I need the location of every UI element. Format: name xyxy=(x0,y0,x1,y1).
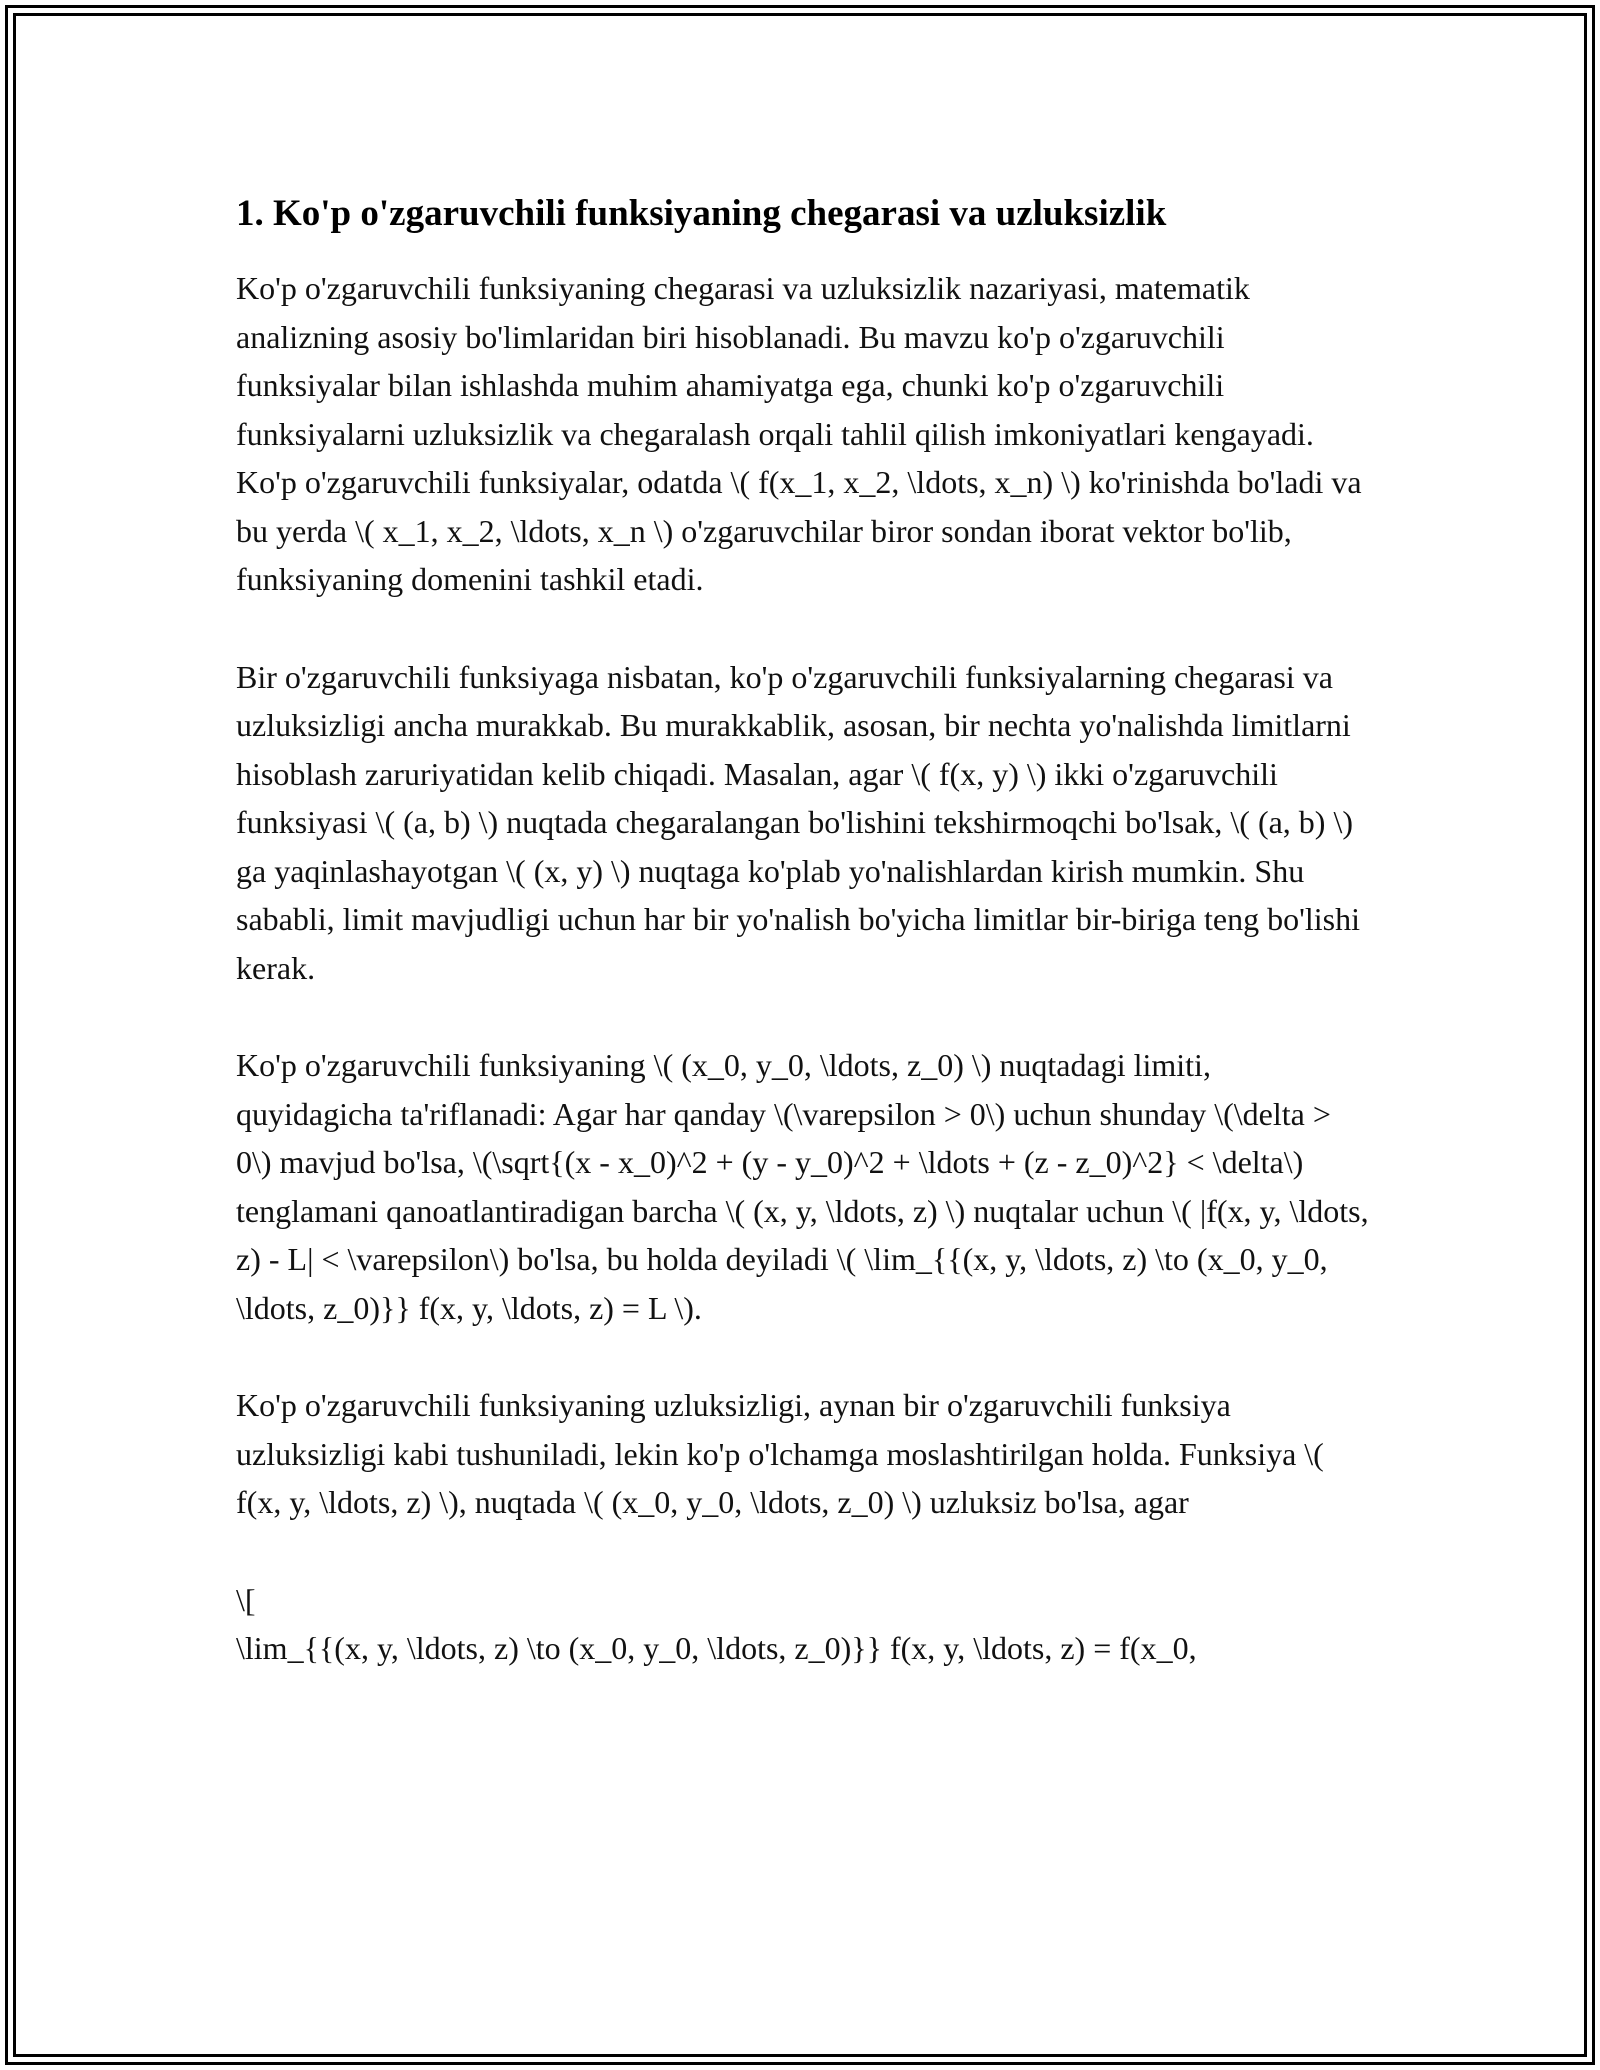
paragraph-intro: Ko'p o'zgaruvchili funksiyaning chegarasi va uzluksizlik nazariyasi, matematik analizning asosiy bo'limlaridan biri hisoblanadi. Bu mavzu ko'p o'zgaruvchili funksiyalar bilan ishlashda muhim ahamiyatga ega, chunki ko'p o'zgaruvchili funksiyalarni uzluksizlik va chegaralash orqali tahlil qilish imkoniyatlari kengayadi. Ko'p o'zgaruvchili funksiyalar, odatda \( f(x_1, x_2, \ldots, x_n) \) ko'rinishda bo'ladi va bu yerda \( x_1, x_2, \ldots, x_n \) o'zgaruvchilar biror sondan iborat vektor bo'lib, funksiyaning domenini tashkil etadi. xyxy=(236,270,1362,597)
paragraph-continuity: Ko'p o'zgaruvchili funksiyaning uzluksizligi, aynan bir o'zgaruvchili funksiya uzluksizligi kabi tushuniladi, lekin ko'p o'lchamga moslashtirilgan holda. Funksiya \( f(x, y, \ldots, z) \), nuqtada \( (x_0, y_0, \ldots, z_0) \) uzluksiz bo'lsa, agar xyxy=(236,1387,1324,1520)
paragraph-complexity: Bir o'zgaruvchili funksiyaga nisbatan, ko'p o'zgaruvchili funksiyalarning chegarasi va uzluksizligi ancha murakkab. Bu murakkablik, asosan, bir nechta yo'nalishda limitlarni hisoblash zaruriyatidan kelib chiqadi. Masalan, agar \( f(x, y) \) ikki o'zgaruvchili funksiyasi \( (a, b) \) nuqtada chegaralangan bo'lishini tekshirmoqchi bo'lsak, \( (a, b) \) ga yaqinlashayotgan \( (x, y) \) nuqtaga ko'plab yo'nalishlardan kirish mumkin. Shu sababli, limit mavjudligi uchun har bir yo'nalish bo'yicha limitlar bir-biriga teng bo'lishi kerak. xyxy=(236,658,1361,986)
display-math-open: \[ xyxy=(236,1581,256,1618)
paragraph-limit-definition: Ko'p o'zgaruvchili funksiyaning \( (x_0, y_0, \ldots, z_0) \) nuqtadagi limiti, quyidagicha ta'riflanadi: Agar har qanday \(\varepsilon > 0\) uchun shunday \(\delta > 0\) mavjud bo'lsa, \(\sqrt{(x - x_0)^2 + (y - y_0)^2 + \ldots + (z - z_0)^2} < \delta\) tenglamani qanoatlantiradigan barcha \( (x, y, \ldots, z) \) nuqtalar uchun \( |f(x, y, \ldots, z) - L| < \varepsilon\) bo'lsa, bu holda deyiladi \( \lim_{{(x, y, \ldots, z) \to (x_0, y_0, \ldots, z_0)}} f(x, y, \ldots, z) = L \). xyxy=(236,1047,1369,1326)
section-heading: 1. Ko'p o'zgaruvchili funksiyaning chegarasi va uzluksizlik xyxy=(236,193,1167,234)
display-math-line: \lim_{{(x, y, \ldots, z) \to (x_0, y_0, \ldots, z_0)}} f(x, y, \ldots, z) = f(x_0, xyxy=(236,1630,1197,1666)
document-body xyxy=(236,186,1371,1673)
display-math-block xyxy=(236,1576,1371,1673)
